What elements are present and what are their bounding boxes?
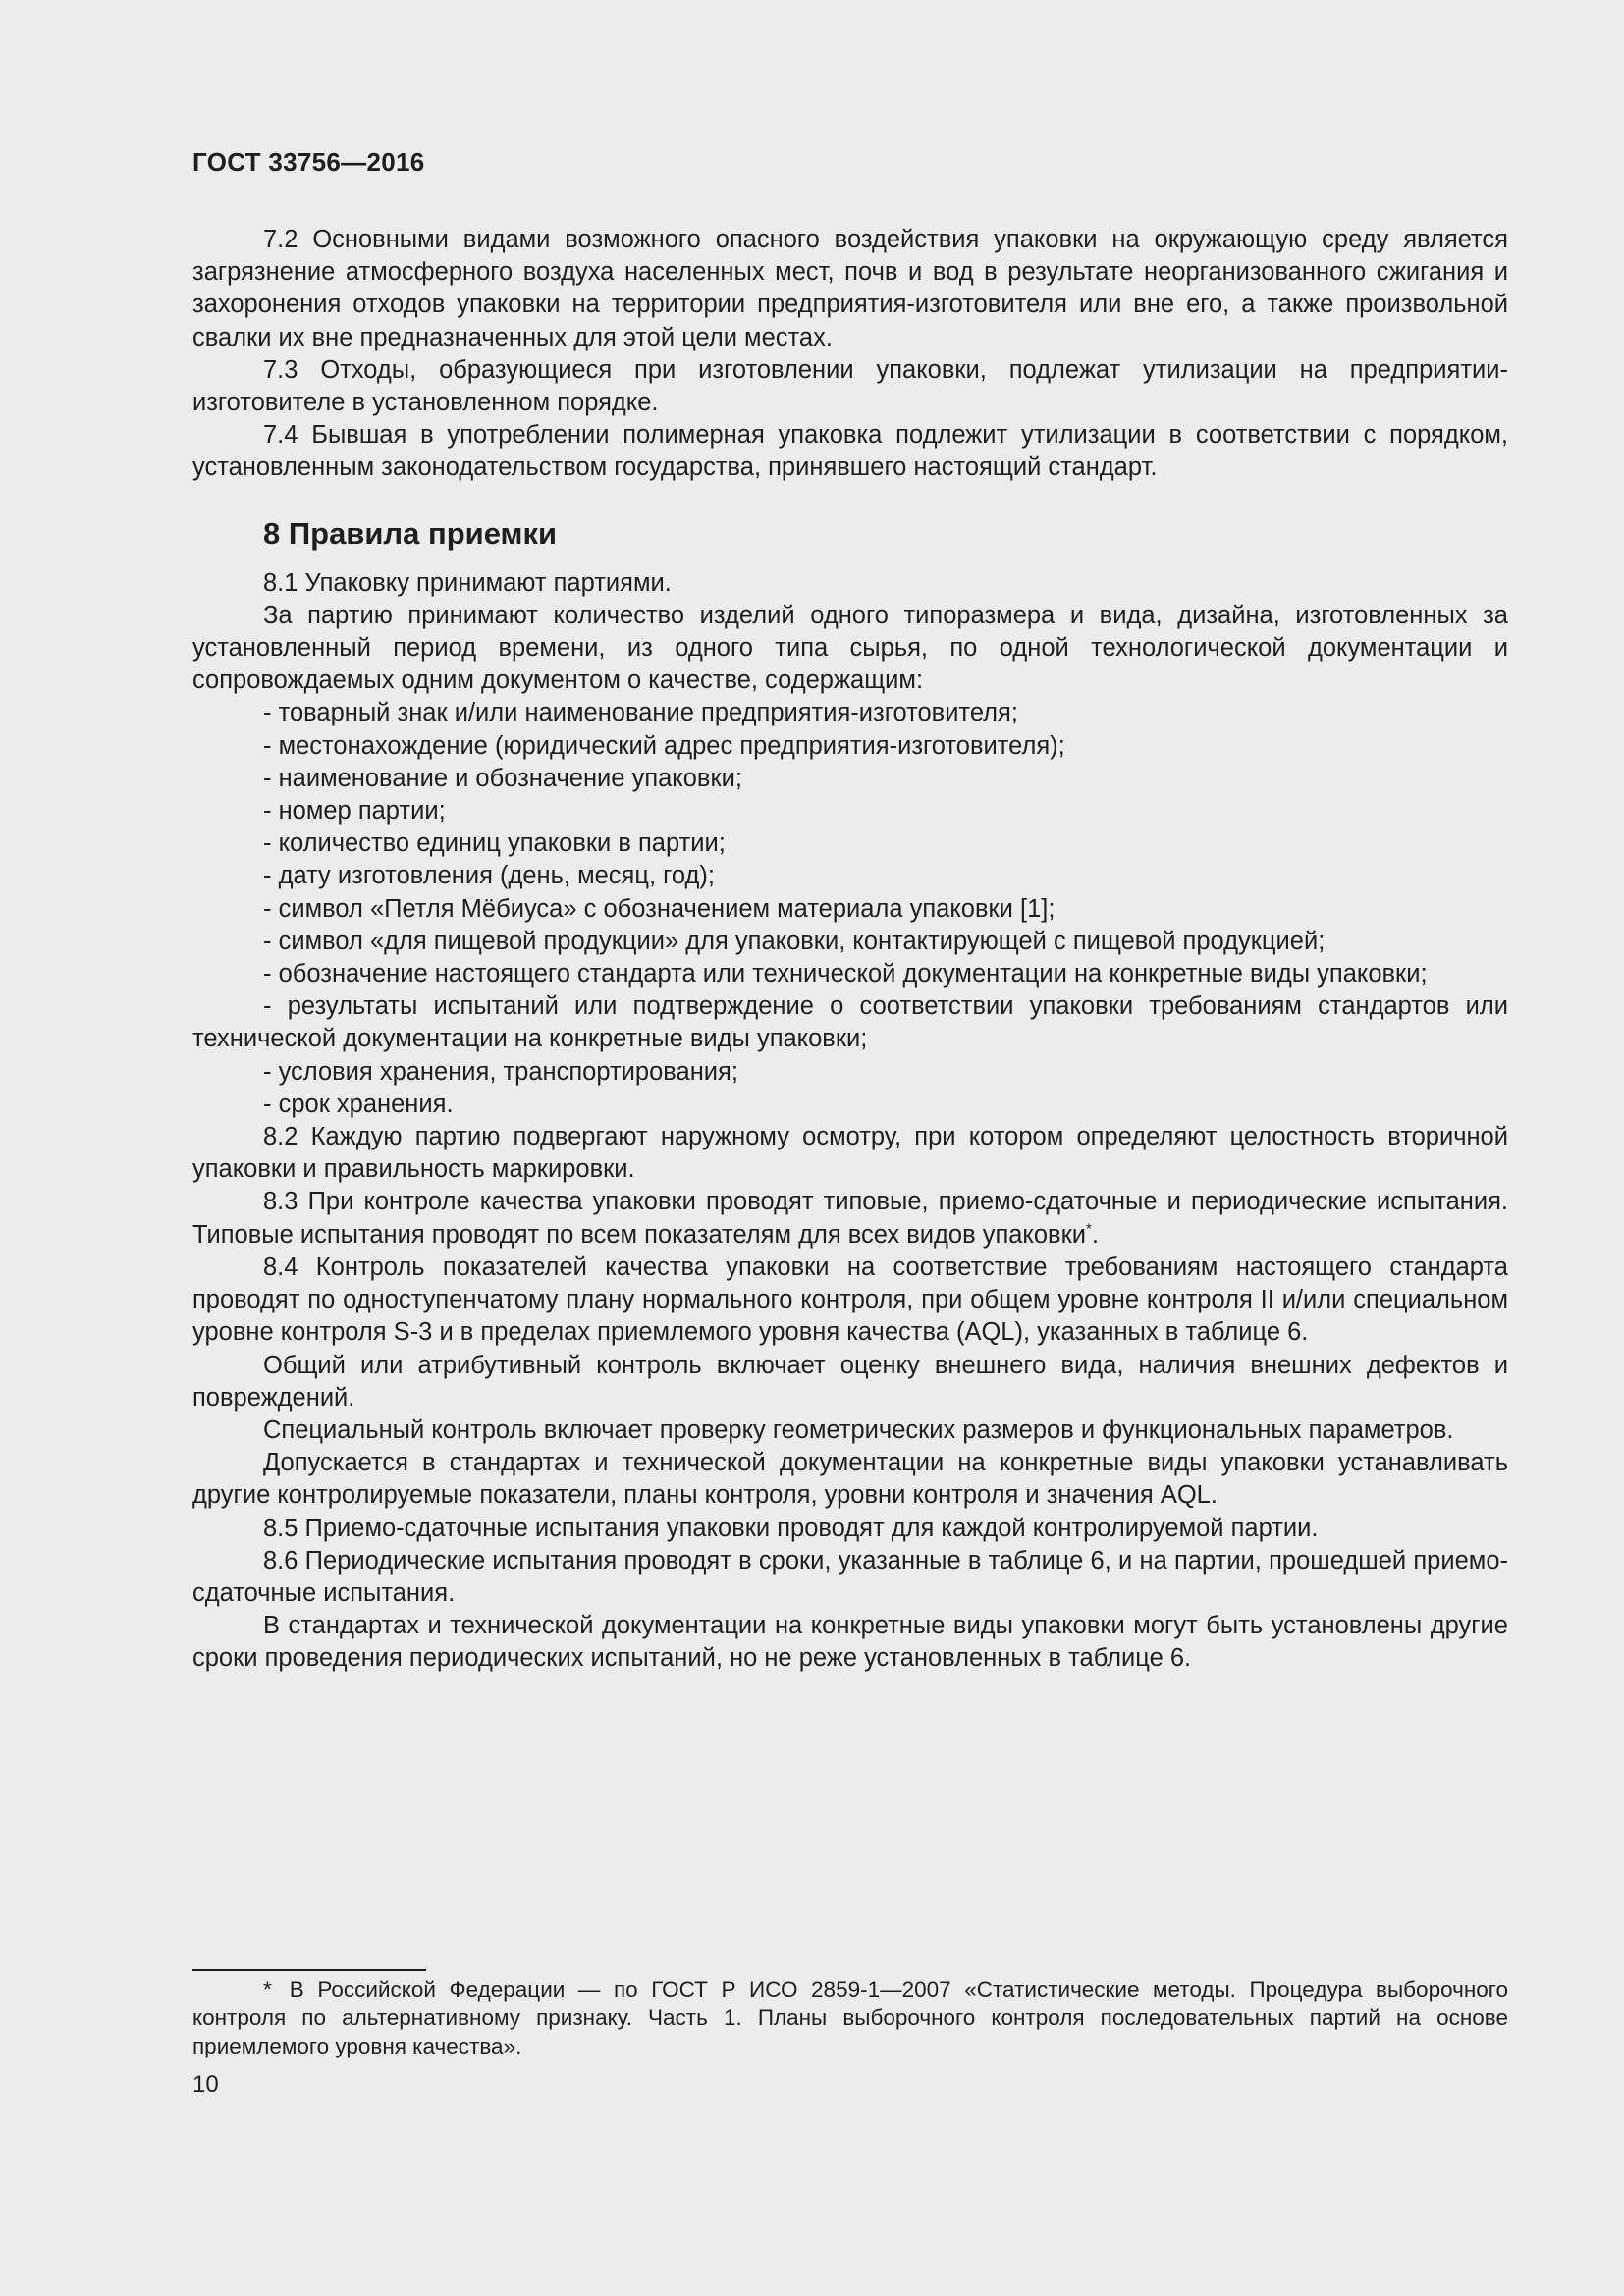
paragraph-7-3: 7.3 Отходы, образующиеся при изготовлении упаковки, подлежат утилизации на предприятии-изготовителе в установленном порядке.	[192, 355, 1508, 417]
document-header: ГОСТ 33756—2016	[192, 147, 425, 177]
paragraph-periodic-terms: В стандартах и технической документации на конкретные виды упаковки могут быть установлены другие сроки проведения периодических испытаний, но не реже установленных в таблице 6.	[192, 1612, 1508, 1673]
list-item: - символ «для пищевой продукции» для упаковки, контактирующей с пищевой продукцией;	[263, 927, 1326, 955]
footnote-mark: *	[263, 1977, 272, 2002]
paragraph-allowed: Допускается в стандартах и технической документации на конкретные виды упаковки устанавливать другие контролируемые показатели, планы контроля, уровни контроля и значения AQL.	[192, 1449, 1508, 1510]
paragraph-8-5: 8.5 Приемо-сдаточные испытания упаковки проводят для каждой контролируемой партии.	[263, 1514, 1319, 1542]
list-item: - местонахождение (юридический адрес предприятия-изготовителя);	[263, 731, 1065, 760]
section-title: 8 Правила приемки	[263, 515, 558, 551]
list-item: - обозначение настоящего стандарта или технической документации на конкретные виды упаковки;	[263, 960, 1428, 988]
paragraph-7-2: 7.2 Основными видами возможного опасного воздействия упаковки на окружающую среду является загрязнение атмосферного воздуха населенных мест, почв и вод в результате неорганизованного сжигания и захоронения отходов упаковки на территории предприятия-изготовителя или вне его, а также произвольной свалки их вне предназначенных для этой цели местах.	[192, 226, 1508, 351]
list-item: - символ «Петля Мёбиуса» с обозначением материала упаковки [1];	[263, 894, 1056, 923]
paragraph-8-2: 8.2 Каждую партию подвергают наружному осмотру, при котором определяют целостность вторичной упаковки и правильность маркировки.	[192, 1123, 1508, 1184]
list-item: - количество единиц упаковки в партии;	[263, 829, 726, 858]
list-item: - результаты испытаний или подтверждение о соответствии упаковки требованиям стандартов или технической документации на конкретные виды упаковки;	[192, 992, 1508, 1053]
list-item: - срок хранения.	[263, 1090, 454, 1118]
footnote	[192, 1975, 1508, 2060]
footnote-ref[interactable]: *	[1086, 1220, 1092, 1238]
footnote-text: В Российской Федерации — по ГОСТ Р ИСО 2859-1—2007 «Статистические методы. Процедура выборочного контроля по альтернативному признаку. Часть 1. Планы выборочного контроля последовательных партий на основе приемлемого уровня качества».	[192, 1977, 1508, 2058]
paragraph-8-3	[192, 1186, 1508, 1251]
paragraph-8-1: 8.1 Упаковку принимают партиями.	[263, 568, 672, 597]
paragraph-general-control: Общий или атрибутивный контроль включает оценку внешнего вида, наличия внешних дефектов и повреждений.	[192, 1351, 1508, 1412]
paragraph-8-4: 8.4 Контроль показателей качества упаковки на соответствие требованиям настоящего стандарта проводят по одноступенчатому плану нормального контроля, при общем уровне контроля II и/или специальном уровне контроля S-3 и в пределах приемлемого уровня качества (AQL), указанных в таблице 6.	[192, 1253, 1508, 1347]
paragraph-7-4: 7.4 Бывшая в употреблении полимерная упаковка подлежит утилизации в соответствии с порядком, установленным законодательством государства, принявшего настоящий стандарт.	[192, 421, 1508, 482]
list-item: - условия хранения, транспортирования;	[263, 1057, 738, 1086]
footnote-divider	[192, 1969, 426, 1971]
list-item: - номер партии;	[263, 797, 446, 826]
paragraph-8-3-tail: .	[1091, 1220, 1099, 1249]
document-body	[192, 224, 1508, 1676]
list-item: - наименование и обозначение упаковки;	[263, 764, 742, 792]
list-item: - дату изготовления (день, месяц, год);	[263, 862, 715, 890]
paragraph-lot-definition: За партию принимают количество изделий одного типоразмера и вида, дизайна, изготовленных за установленный период времени, из одного типа сырья, по одной технологической документации и сопровождаемых одним документом о качестве, содержащим:	[192, 601, 1508, 695]
page-number: 10	[192, 2071, 219, 2098]
list-item: - товарный знак и/или наименование предприятия-изготовителя;	[263, 699, 1018, 727]
paragraph-8-6: 8.6 Периодические испытания проводят в сроки, указанные в таблице 6, и на партии, прошедшей приемо-сдаточные испытания.	[192, 1546, 1508, 1607]
paragraph-special-control: Специальный контроль включает проверку геометрических размеров и функциональных параметров.	[263, 1415, 1454, 1444]
paragraph-8-3-text: 8.3 При контроле качества упаковки проводят типовые, приемо-сдаточные и периодические испытания. Типовые испытания проводят по всем показателям для всех видов упаковки	[192, 1188, 1508, 1249]
